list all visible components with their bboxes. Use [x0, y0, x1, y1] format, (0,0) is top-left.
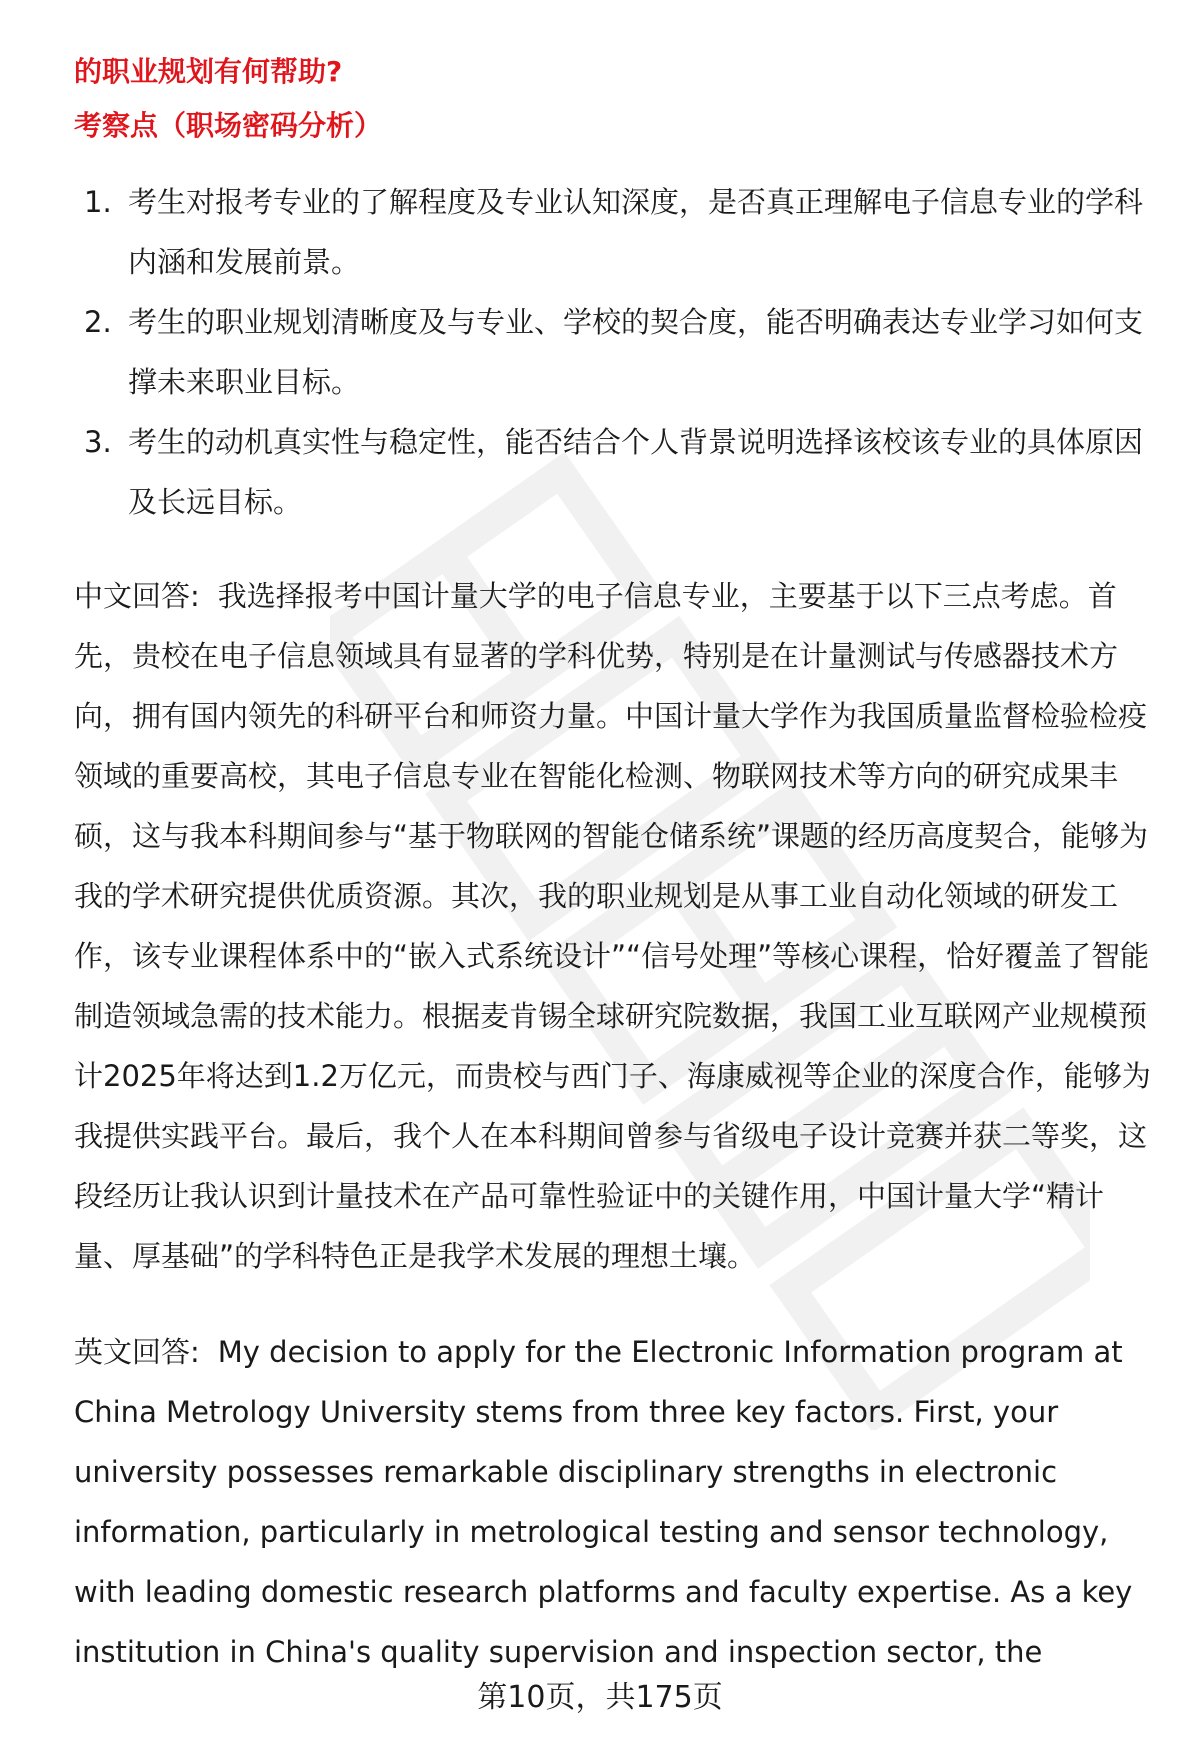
list-item-text: 考生的动机真实性与稳定性，能否结合个人背景说明选择该校该专业的具体原因及长远目标。: [128, 425, 1144, 519]
chinese-answer: [74, 566, 1154, 1286]
list-number: 1.: [84, 185, 112, 219]
list-item: [74, 292, 1154, 412]
chinese-answer-label: 中文回答:: [74, 579, 200, 613]
english-answer-text: My decision to apply for the Electronic Information program at China Metrology University stems from three key factors. First, your university possesses remarkable disciplinary strengths in electronic information, particularly in metrological testing and sensor technology, with leading domestic research platforms and faculty expertise. As a key institution in China's quality supervision and inspection sector, the: [74, 1335, 1133, 1669]
list-item: [74, 412, 1154, 532]
assessment-points-list: [74, 172, 1154, 532]
list-number: 2.: [84, 305, 112, 339]
chinese-answer-text: 我选择报考中国计量大学的电子信息专业，主要基于以下三点考虑。首先，贵校在电子信息领域具有显著的学科优势，特别是在计量测试与传感器技术方向，拥有国内领先的科研平台和师资力量。中国计量大学作为我国质量监督检验检疫领域的重要高校，其电子信息专业在智能化检测、物联网技术等方向的研究成果丰硕，这与我本科期间参与“基于物联网的智能仓储系统”课题的经历高度契合，能够为我的学术研究提供优质资源。其次，我的职业规划是从事工业自动化领域的研发工作，该专业课程体系中的“嵌入式系统设计”“信号处理”等核心课程，恰好覆盖了智能制造领域急需的技术能力。根据麦肯锡全球研究院数据，我国工业互联网产业规模预计2025年将达到1.2万亿元，而贵校与西门子、海康威视等企业的深度合作，能够为我提供实践平台。最后，我个人在本科期间曾参与省级电子设计竞赛并获二等奖，这段经历让我认识到计量技术在产品可靠性验证中的关键作用，中国计量大学“精计量、厚基础”的学科特色正是我学术发展的理想土壤。: [74, 579, 1151, 1273]
list-item-text: 考生的职业规划清晰度及与专业、学校的契合度，能否明确表达专业学习如何支撑未来职业目标。: [128, 305, 1144, 399]
english-answer-label: 英文回答:: [74, 1335, 200, 1369]
list-number: 3.: [84, 425, 112, 459]
list-item: [74, 172, 1154, 292]
list-item-text: 考生对报考专业的了解程度及专业认知深度，是否真正理解电子信息专业的学科内涵和发展前景。: [128, 185, 1144, 279]
document-body: [74, 52, 1154, 1682]
english-answer: [74, 1322, 1164, 1682]
question-tail: 的职业规划有何帮助?: [74, 55, 343, 88]
page-footer: 第10页，共175页: [477, 1680, 723, 1715]
section-title: 考察点（职场密码分析）: [74, 109, 383, 142]
